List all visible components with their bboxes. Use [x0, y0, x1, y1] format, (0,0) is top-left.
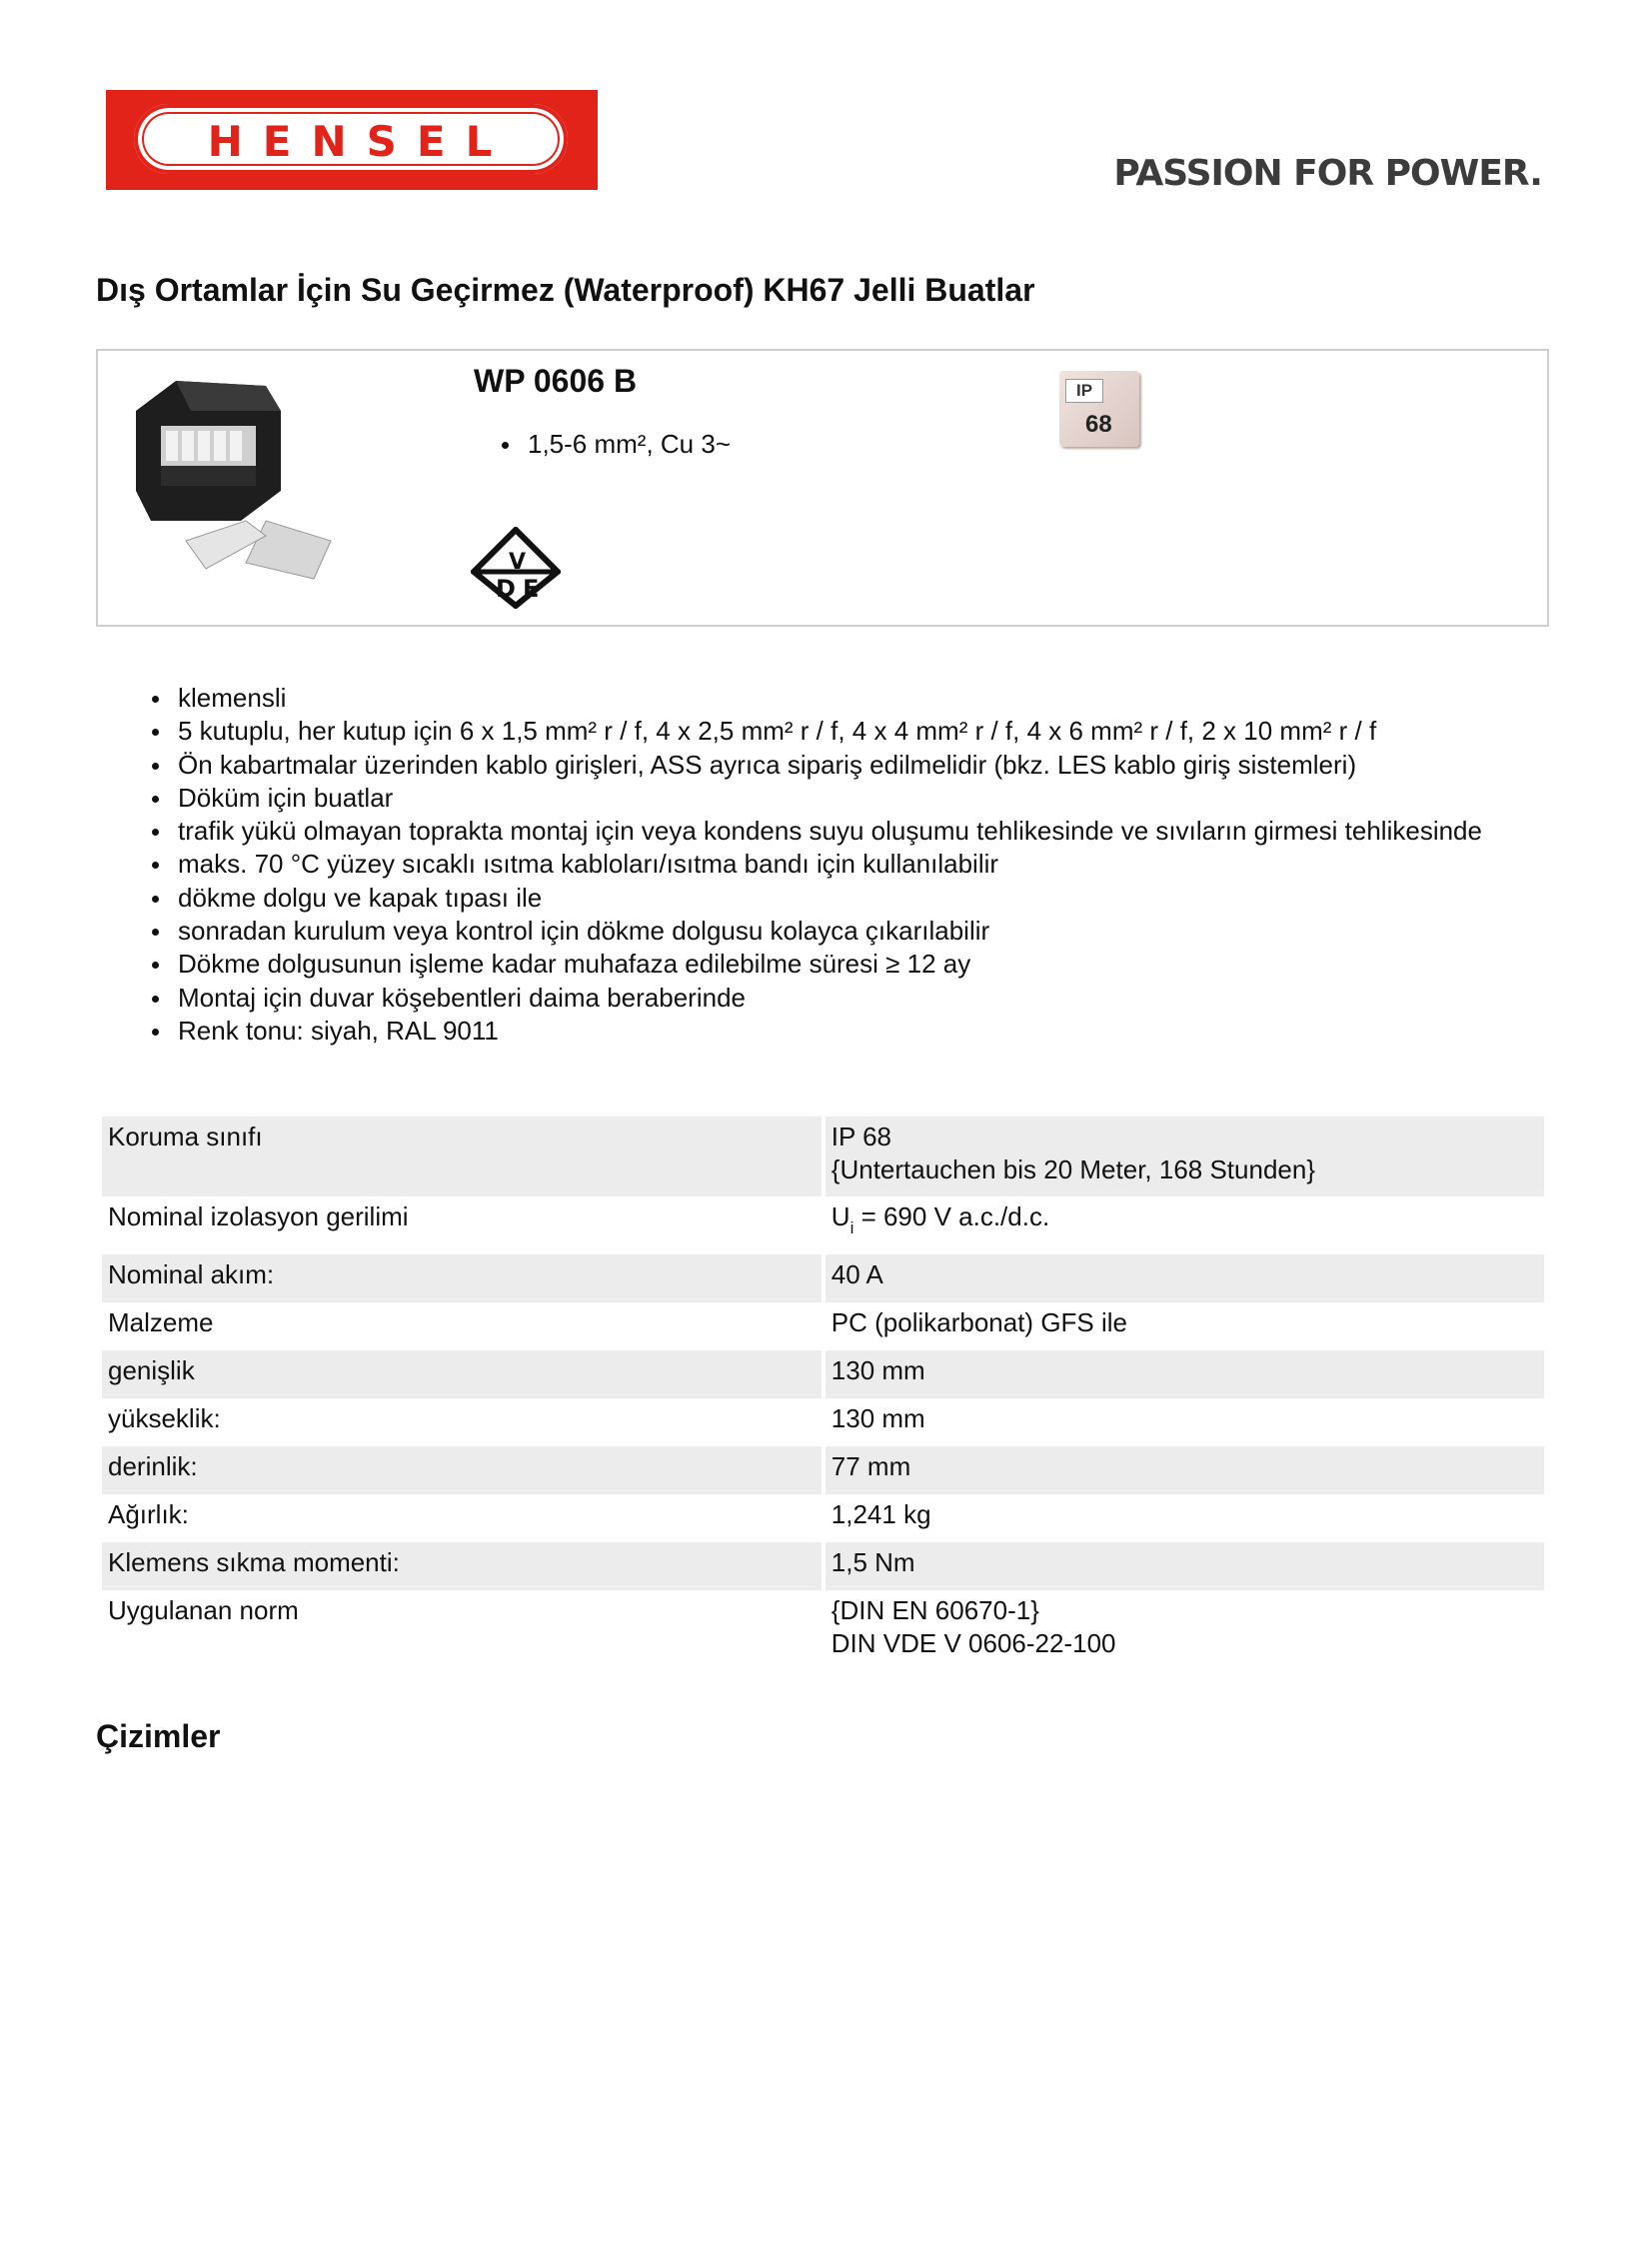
feature-list [178, 682, 1482, 1048]
spec-value: 1,5 Nm [826, 1542, 1544, 1590]
spec-value-line: IP 68 [830, 1122, 892, 1151]
feature-item: Renk tonu: siyah, RAL 9011 [178, 1015, 1482, 1048]
svg-text:E: E [523, 575, 540, 603]
spec-label: Uygulanan norm [108, 1595, 299, 1625]
table-row [102, 1254, 1544, 1302]
feature-item: Dökme dolgusunun işleme kadar muhafaza edilebilme süresi ≥ 12 ay [178, 948, 1482, 981]
spec-label: Ağırlık: [108, 1499, 189, 1529]
ip-badge-top: IP [1065, 379, 1103, 403]
feature-item: maks. 70 °C yüzey sıcaklı ısıtma kabloları/ısıtma bandı için kullanılabilir [178, 848, 1482, 881]
junction-box-image [116, 371, 366, 591]
product-spec: 1,5-6 mm², Cu 3~ [528, 429, 732, 459]
feature-item: 5 kutuplu, her kutup için 6 x 1,5 mm² r / f, 4 x 2,5 mm² r / f, 4 x 4 mm² r / f, 4 x 6 mm² r / f, 2 x 10 mm² r / f [178, 715, 1482, 748]
spec-value-text: = 690 V a.c./d.c. [853, 1201, 1050, 1231]
spec-value [826, 1196, 1544, 1254]
spec-value-subscript: i [849, 1218, 854, 1237]
spec-value [826, 1590, 1544, 1670]
feature-item: dökme dolgu ve kapak tıpası ile [178, 882, 1482, 915]
spec-label: genişlik [102, 1350, 822, 1398]
table-row [102, 1590, 1544, 1670]
tagline: PASSION FOR POWER. [1113, 153, 1542, 194]
feature-item: Ön kabartmalar üzerinden kablo girişleri, ASS ayrıca sipariş edilmelidir (bkz. LES kablo giriş sistemleri) [178, 749, 1482, 782]
drawings-title: Çizimler [96, 1718, 221, 1754]
spec-label: derinlik: [102, 1446, 822, 1494]
spec-value [826, 1117, 1544, 1196]
table-row [102, 1398, 1544, 1446]
spec-value: 130 mm [826, 1350, 1544, 1398]
spec-table [98, 1117, 1548, 1670]
spec-value-prefix: U [830, 1201, 850, 1231]
spec-label: Malzeme [108, 1307, 214, 1337]
feature-item: klemensli [178, 682, 1482, 715]
feature-item: trafik yükü olmayan toprakta montaj için veya kondens suyu oluşumu tehlikesinde ve sıvıların girmesi tehlikesinde [178, 815, 1482, 848]
spec-label: Klemens sıkma momenti: [102, 1542, 822, 1590]
spec-label: Nominal akım: [102, 1254, 822, 1302]
svg-text:D: D [496, 575, 516, 603]
page-title: Dış Ortamlar İçin Su Geçirmez (Waterproof) KH67 Jelli Buatlar [96, 272, 1035, 308]
spec-value-line: {Untertauchen bis 20 Meter, 168 Stunden} [830, 1154, 1316, 1184]
logo-text: HENSEL [207, 117, 513, 166]
vde-mark-icon [471, 527, 561, 609]
spec-value: 77 mm [826, 1446, 1544, 1494]
spec-value: 40 A [826, 1254, 1544, 1302]
spec-value: 130 mm [830, 1403, 925, 1433]
spec-value-line: DIN VDE V 0606-22-100 [830, 1628, 1116, 1658]
table-row [102, 1542, 1544, 1590]
table-row [102, 1302, 1544, 1350]
table-row [102, 1350, 1544, 1398]
product-box [96, 349, 1549, 627]
spec-label: yükseklik: [108, 1403, 221, 1433]
logo-badge [134, 104, 568, 174]
spec-label: Nominal izolasyon gerilimi [108, 1201, 409, 1231]
table-row [102, 1117, 1544, 1196]
svg-text:V: V [509, 550, 527, 575]
feature-item: Döküm için buatlar [178, 782, 1482, 815]
ip68-badge-icon [1059, 371, 1139, 447]
hensel-logo [106, 90, 598, 190]
spec-value: 1,241 kg [830, 1499, 931, 1529]
spec-value-line: {DIN EN 60670-1} [830, 1595, 1039, 1625]
feature-item: Montaj için duvar köşebentleri daima beraberinde [178, 982, 1482, 1015]
spec-value: PC (polikarbonat) GFS ile [830, 1307, 1128, 1337]
table-row [102, 1494, 1544, 1542]
ip-badge-bottom: 68 [1085, 411, 1112, 438]
feature-item: sonradan kurulum veya kontrol için dökme dolgusu kolayca çıkarılabilir [178, 915, 1482, 948]
table-row [102, 1446, 1544, 1494]
spec-label: Koruma sınıfı [102, 1117, 822, 1196]
table-row [102, 1196, 1544, 1254]
product-name: WP 0606 B [474, 363, 638, 399]
